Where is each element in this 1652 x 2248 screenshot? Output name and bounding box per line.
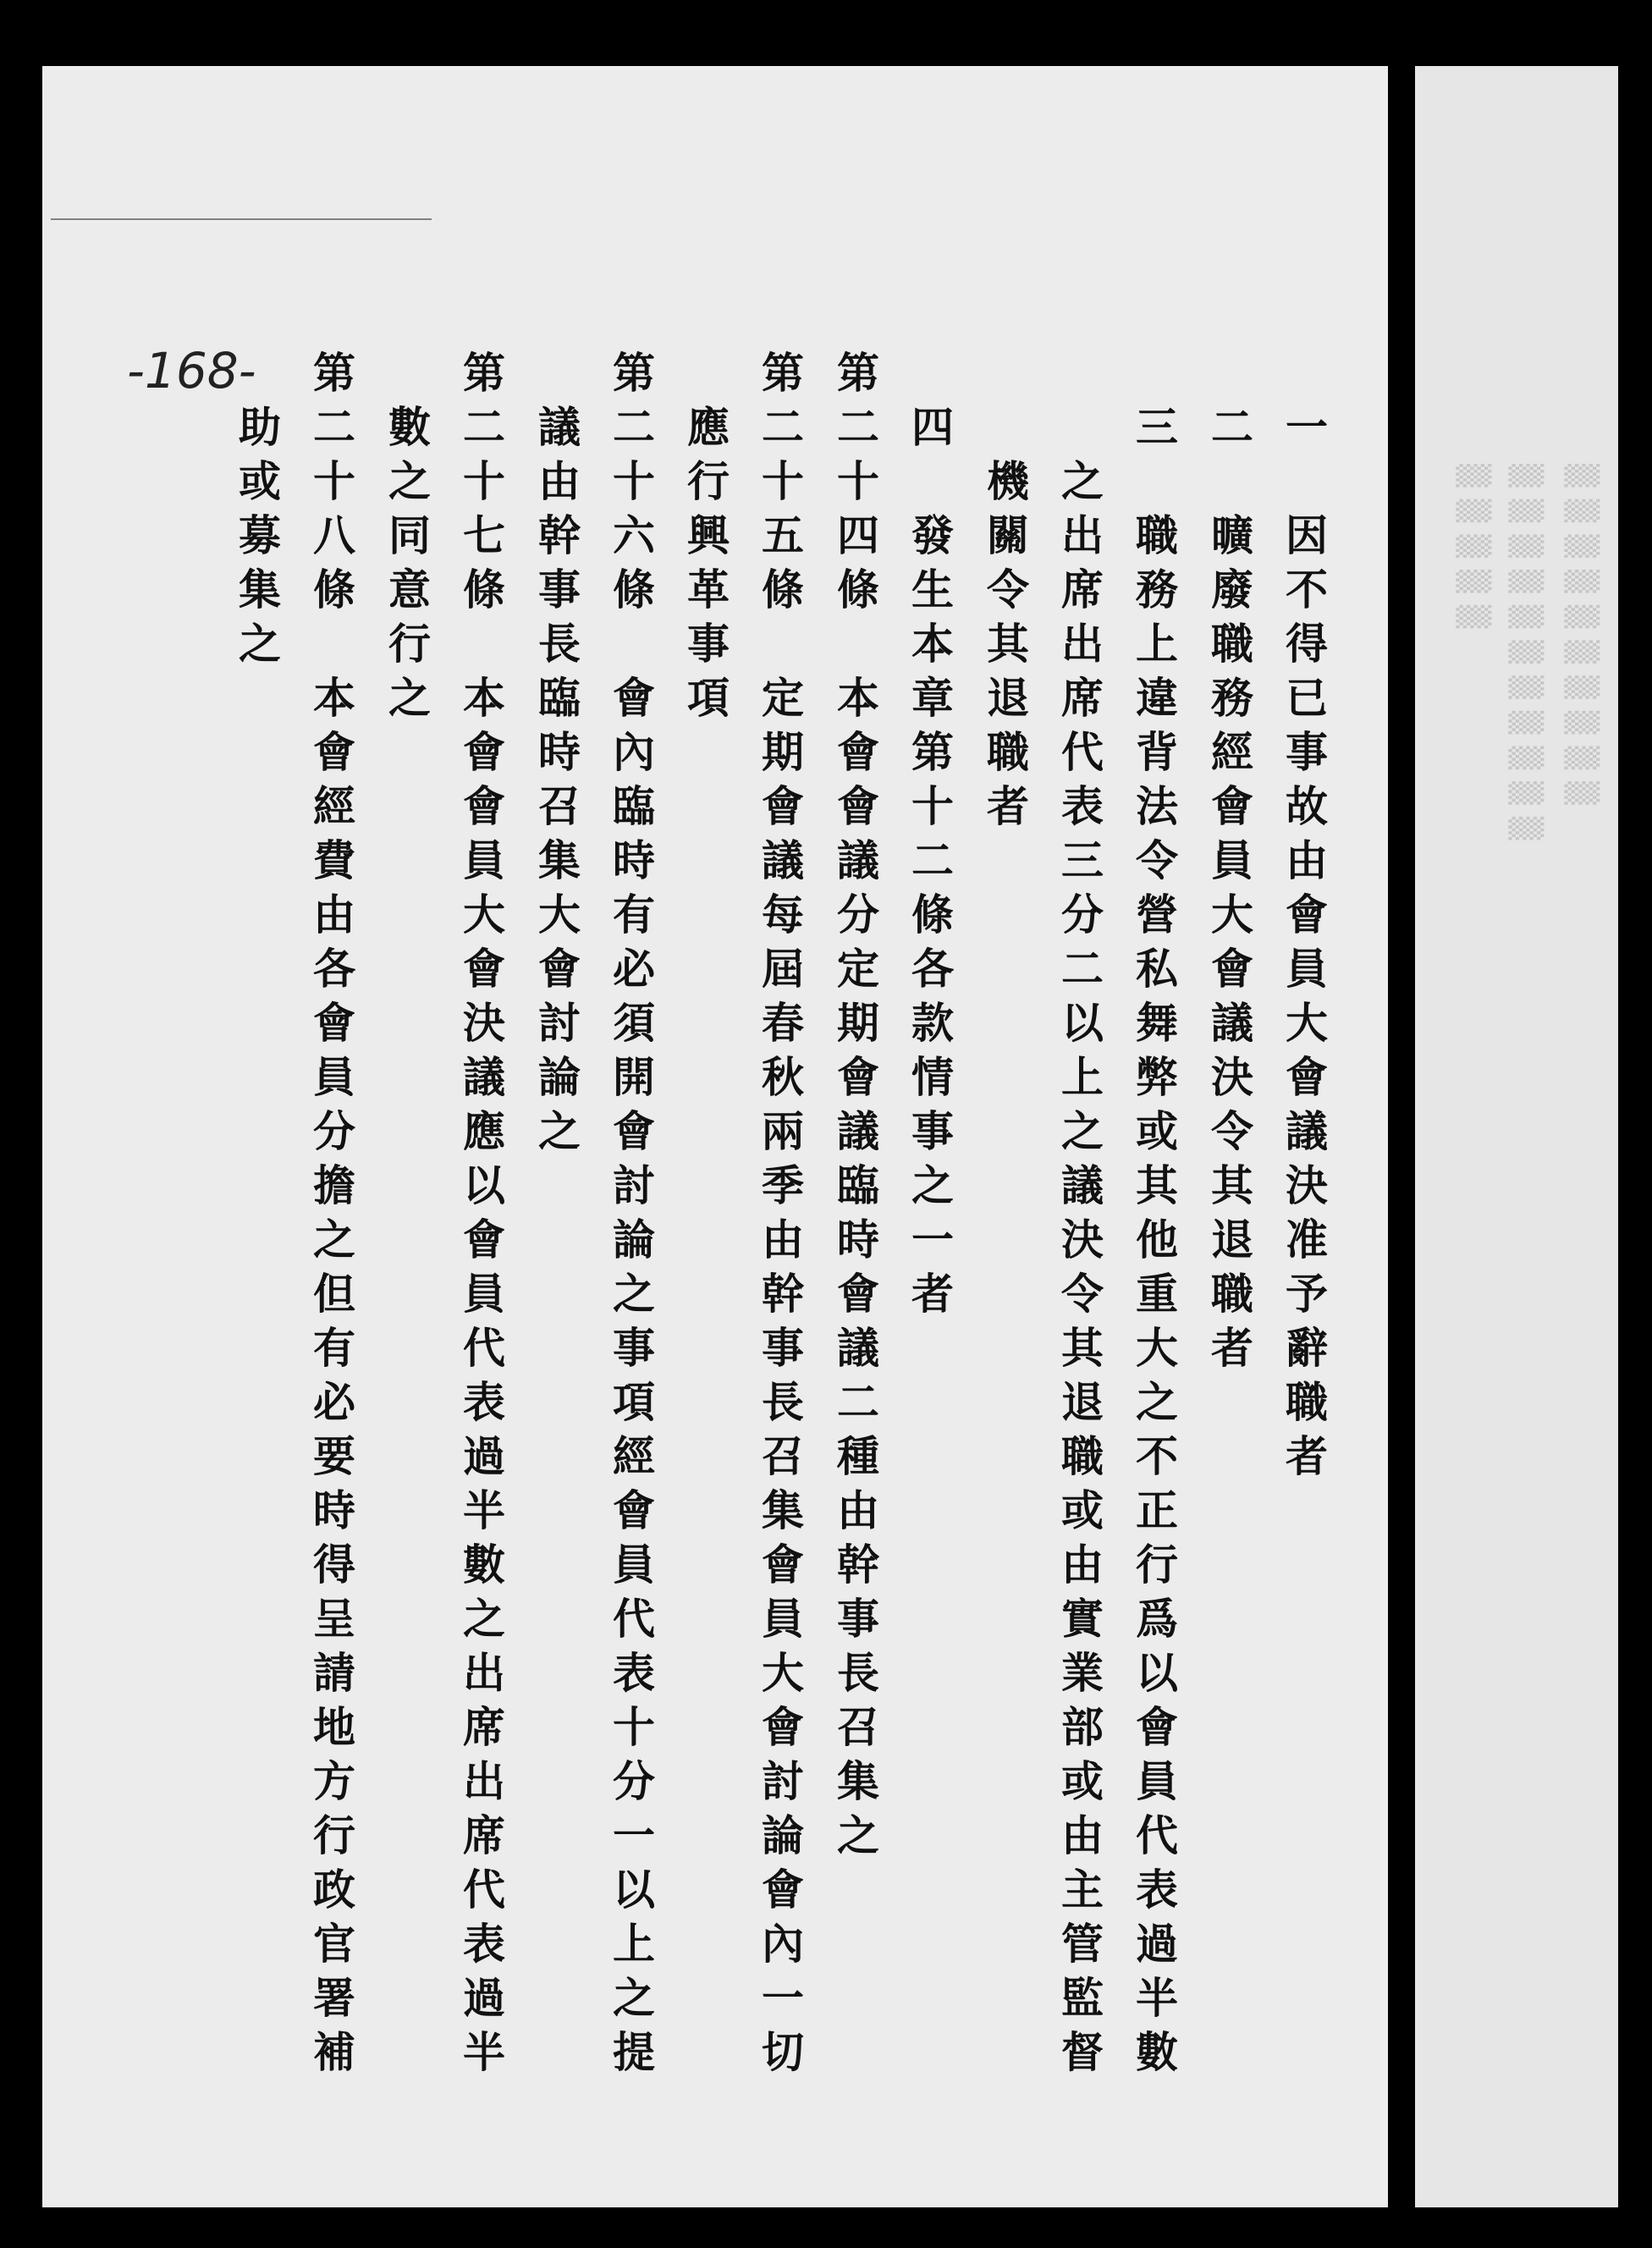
bleed-through-text-1: ▒▒▒▒▒▒▒▒▒▒ — [1564, 464, 1599, 817]
text-column-7: 第二十四條 本會會議分定期會議臨時會議二種由幹事長召集之 — [830, 350, 880, 1867]
text-column-3: 三 職務上違背法令營私舞弊或其他重大之不正行爲以會員代表過半數 — [1129, 405, 1179, 2084]
text-column-8: 第二十五條 定期會議每屆春秋兩季由幹事長召集會員大會討論會內一切 — [755, 350, 805, 2084]
page-number: -168- — [127, 342, 256, 399]
text-column-15: 助或募集之 — [232, 405, 282, 675]
top-rule — [51, 218, 432, 220]
text-column-10: 第二十六條 會內臨時有必須開會討論之事項經會員代表十分一以上之提 — [606, 350, 656, 2084]
text-column-13: 數之同意行之 — [382, 405, 432, 730]
text-column-4: 之出席出席代表三分二以上之議決令其退職或由實業部或由主管監督 — [1055, 459, 1104, 2084]
text-column-1: 一 因不得已事故由會員大會議決准予辭職者 — [1279, 405, 1329, 1488]
text-column-6: 四 發生本章第十二條各款情事之一者 — [905, 405, 955, 1325]
text-column-5: 機關令其退職者 — [980, 459, 1030, 838]
adjacent-page-strip — [1415, 66, 1618, 2207]
bleed-through-text-3: ▒▒▒▒▒ — [1456, 464, 1490, 641]
bleed-through-text-2: ▒▒▒▒▒▒▒▒▒▒▒ — [1508, 464, 1543, 852]
text-column-9: 應行興革事項 — [680, 405, 730, 730]
text-column-12: 第二十七條 本會會員大會決議應以會員代表過半數之出席出席代表過半 — [456, 350, 506, 2084]
text-column-2: 二 曠廢職務經會員大會議決令其退職者 — [1204, 405, 1254, 1380]
text-column-11: 議由幹事長臨時召集大會討論之 — [531, 405, 581, 1163]
text-column-14: 第二十八條 本會經費由各會員分擔之但有必要時得呈請地方行政官署補 — [306, 350, 356, 2084]
